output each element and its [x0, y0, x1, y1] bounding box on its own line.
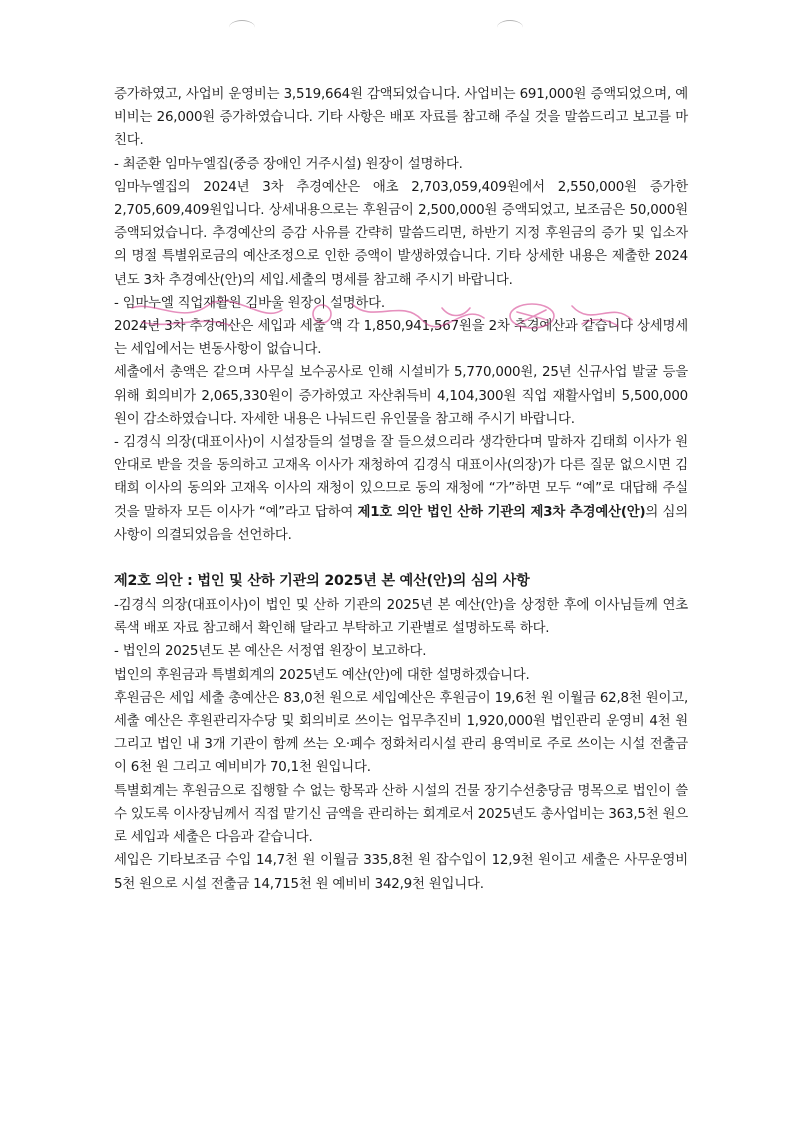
paragraph: 2024년 3차 추경예산은 세입과 세출 액 각 1,850,941,567원을 2차 추경예산과 같습니다 상세명세는 세입에서는 변동사항이 없습니다.	[114, 319, 688, 358]
paragraph	[114, 431, 688, 547]
paragraph: 법인의 후원금과 특별회계의 2025년도 예산(안)에 대한 설명하겠습니다.	[114, 667, 530, 683]
punch-hole-mark	[497, 20, 523, 35]
speaker-line: - 법인의 2025년도 본 예산은 서정엽 원장이 보고하다.	[114, 644, 427, 660]
paragraph: 후원금은 세입 세출 총예산은 83,0천 원으로 세입예산은 후원금이 19,6천 원 이월금 62,8천 원이고, 세출 예산은 후원관리자수당 및 회의비로 쓰이는 업무추진비 1,920,000원 법인관리 운영비 4천 원 그리고 법인 내 3개 기관이 함께 쓰는 오·폐수 정화처리시설 관리 용역비로 주로 쓰이는 시설 전출금이 6천 원 그리고 예비비가 70,1천 원입니다.	[114, 690, 688, 776]
paragraph: 임마누엘집의 2024년 3차 추경예산은 애초 2,703,059,409원에서 2,550,000원 증가한 2,705,609,409원입니다. 상세내용으로는 후원금이 2,500,000원 증액되었고, 보조금은 50,000원 증액되었습니다. 추경예산의 증감 사유를 간략히 말씀드리면, 하반기 지정 후원금의 증가 및 입소자의 명절 특별위로금의 예산조정으로 인한 증액이 발생하였습니다. 기타 상세한 내용은 제출한 2024년도 3차 추경예산(안)의 세입.세출의 명세를 참고해 주시기 바랍니다.	[114, 179, 688, 288]
speaker-line: - 최준환 임마누엘집(중증 장애인 거주시설) 원장이 설명하다.	[114, 156, 463, 172]
section-heading: 제2호 의안 : 법인 및 산하 기관의 2025년 본 예산(안)의 심의 사항	[114, 573, 530, 590]
paragraph: 증가하였고, 사업비 운영비는 3,519,664원 감액되었습니다. 사업비는 691,000원 증액되었으며, 예비비는 26,000원 증가하였습니다. 기타 사항은 배포 자료를 참고해 주실 것을 말씀드리고 보고를 마친다.	[114, 87, 688, 149]
spacer	[114, 547, 688, 568]
paragraph: 세출에서 총액은 같으며 사무실 보수공사로 인해 시설비가 5,770,000원, 25년 신규사업 발굴 등을 위해 회의비가 2,065,330원이 증가하였고 자산취득비 4,104,300원 직업 재활사업비 5,500,000원이 감소하였습니다. 자세한 내용은 나눠드린 유인물을 참고해 주시기 바랍니다.	[114, 365, 688, 427]
punch-hole-mark	[229, 20, 255, 35]
speaker-line: - 임마누엘 직업재활원 김바울 원장이 설명하다.	[114, 295, 385, 311]
paragraph: 특별회계는 후원금으로 집행할 수 없는 항목과 산하 시설의 건물 장기수선충당금 명목으로 법인이 쓸 수 있도록 이사장님께서 직접 맡기신 금액을 관리하는 회계로서 2025년도 총사업비는 363,5천 원으로 세입과 세출은 다음과 같습니다.	[114, 783, 688, 846]
paragraph: 세입은 기타보조금 수입 14,7천 원 이월금 335,8천 원 잡수입이 12,9천 원이고 세출은 사무운영비 5천 원으로 시설 전출금 14,715천 원 예비비 342,9천 원입니다.	[114, 853, 688, 892]
paragraph-text: - 김경식 의장(대표이사)이 시설장들의 설명을 잘 들으셨으리라 생각한다며 말하자 김태희 이사가 원안대로 받을 것을 동의하고 고재옥 이사가 재청하여 김경식 대표이사(의장)가 다른 질문 없으시면 김태희 이사의 동의와 고재옥 이사의 재청이 있으므로 동의 재청에 “가”하면 모두 “예”로 대답해 주실 것을 말하자 모든 이사가 “예”라고 답하여	[114, 435, 688, 520]
paragraph: -김경식 의장(대표이사)이 법인 및 산하 기관의 2025년 본 예산(안)을 상정한 후에 이사님들께 연초록색 배포 자료 참고해서 확인해 달라고 부탁하고 기관별로 설명하도록 하다.	[114, 598, 688, 637]
paragraph-text: 의 심의 사항이 의결되었음을 선언하다.	[114, 504, 688, 543]
document-body	[114, 83, 688, 896]
resolution-title: 제1호 의안 법인 산하 기관의 제3차 추경예산(안)	[357, 504, 646, 520]
